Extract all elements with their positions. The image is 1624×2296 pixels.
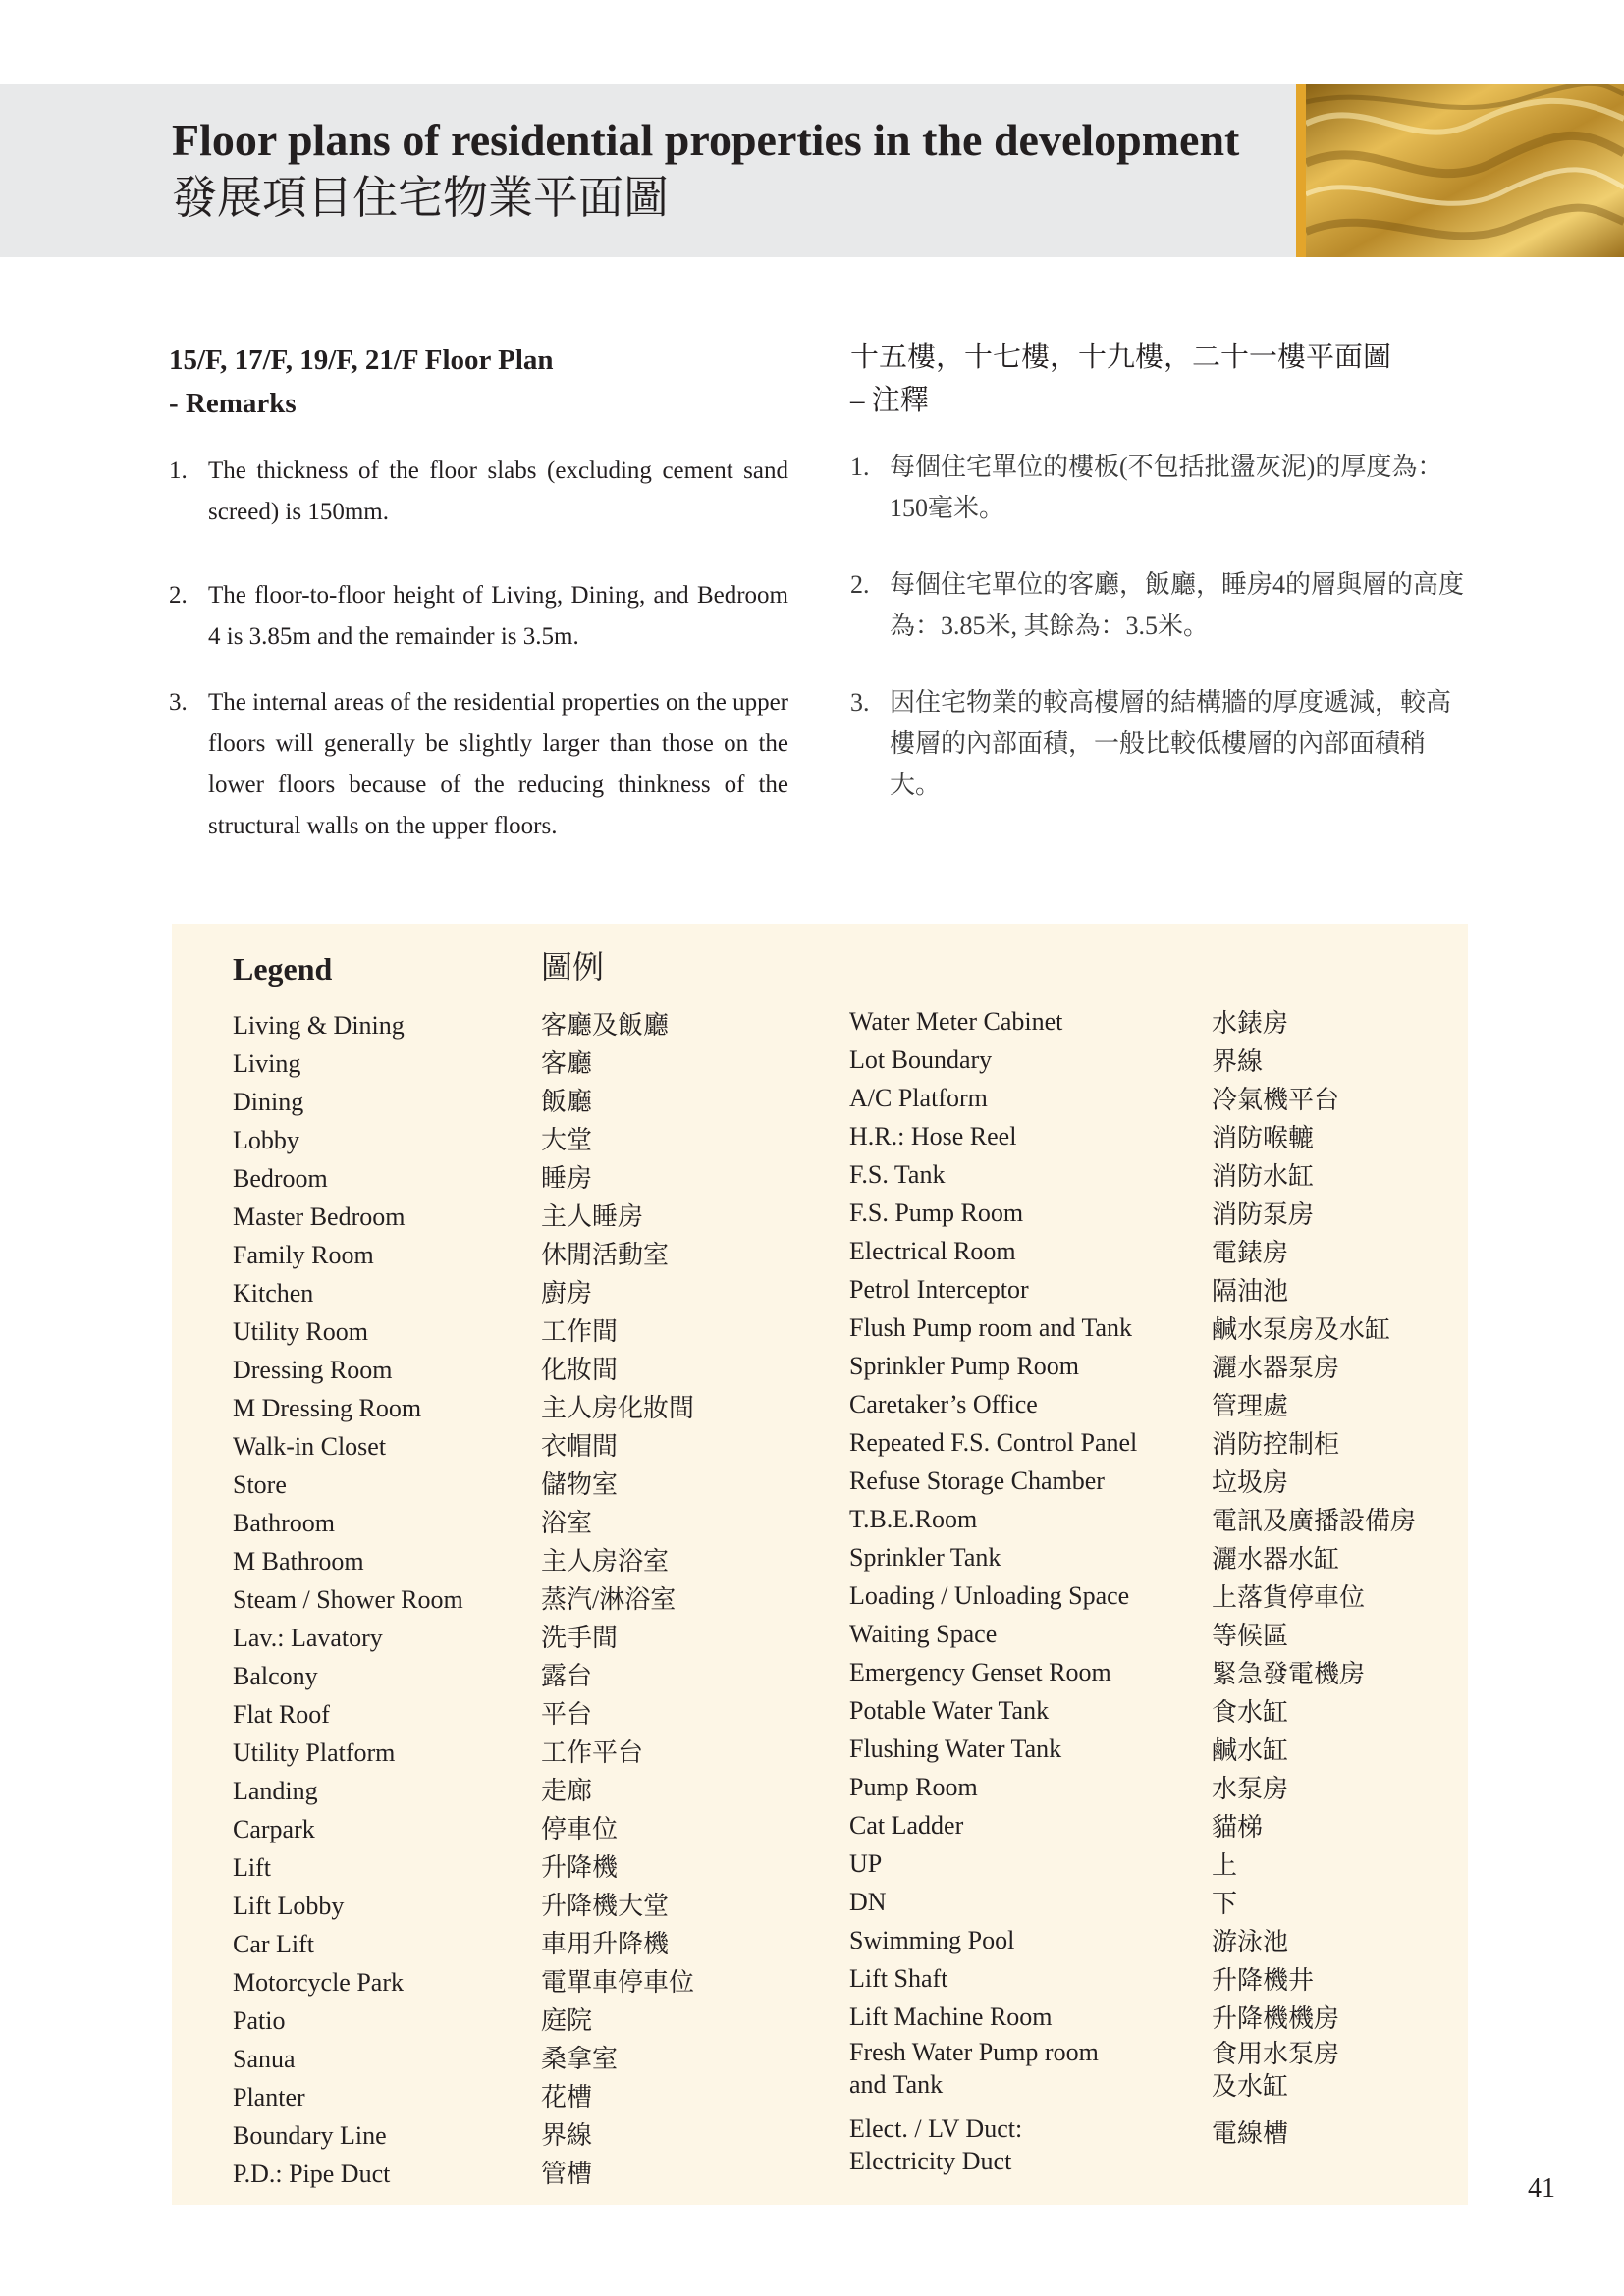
legend-term: Loading / Unloading Space: [849, 1581, 1130, 1610]
legend-term: Family Room: [233, 1241, 374, 1269]
remarks-heading-line1: 15/F, 17/F, 19/F, 21/F Floor Plan: [169, 345, 554, 376]
legend-term-chinese: 主人房浴室: [541, 1547, 670, 1575]
legend-term-chinese: 飯廳: [541, 1088, 593, 1116]
legend-column-right-english: [849, 1002, 1137, 2189]
legend-term: Walk-in Closet: [233, 1432, 387, 1461]
gold-accent-bar: [1296, 84, 1306, 257]
remarks-heading-line2: - Remarks: [169, 388, 297, 419]
legend-term: Lav.: Lavatory: [233, 1624, 383, 1652]
legend-term-chinese: 衣帽間: [541, 1432, 619, 1461]
legend-term-chinese: 露台: [541, 1662, 593, 1690]
legend-term: F.S. Tank: [849, 1160, 946, 1189]
legend-term: Emergency Genset Room: [849, 1658, 1111, 1686]
legend-term: Lobby: [233, 1126, 299, 1154]
remark-number: 3.: [169, 689, 188, 716]
remark-number: 2.: [850, 570, 870, 599]
legend-term-chinese: 鹹水泵房及水缸: [1212, 1315, 1391, 1344]
legend-term-chinese: 工作間: [541, 1317, 619, 1346]
legend-column-left-chinese: [541, 1006, 694, 2193]
legend-column-right-chinese: [1212, 1004, 1416, 2153]
legend-term: Sprinkler Tank: [849, 1543, 1001, 1572]
legend-term: DN: [849, 1888, 887, 1916]
legend-term-chinese: 升降機: [541, 1853, 619, 1882]
legend-panel: [172, 924, 1468, 2205]
legend-term-chinese: 游泳池: [1212, 1928, 1289, 1956]
legend-term-chinese: 管槽: [541, 2160, 593, 2188]
legend-term-chinese: 化妝間: [541, 1356, 619, 1384]
legend-term-chinese: 界線: [541, 2121, 593, 2150]
legend-term-chinese: 隔油池: [1212, 1277, 1289, 1306]
legend-term-chinese: 客廳: [541, 1049, 593, 1078]
legend-term: UP: [849, 1849, 883, 1878]
remark-number: 3.: [850, 688, 870, 717]
remark-text-chinese: 因住宅物業的較高樓層的結構牆的厚度遞減，較高樓層的內部面積，一般比較低樓層的內部面積稍大。: [890, 688, 1452, 799]
remark-number: 2.: [169, 582, 188, 609]
legend-term-chinese: 桑拿室: [541, 2045, 619, 2073]
legend-term-chinese: 平台: [541, 1700, 593, 1729]
legend-term: Flushing Water Tank: [849, 1735, 1062, 1763]
legend-term: Cat Ladder: [849, 1811, 964, 1840]
legend-term: T.B.E.Room: [849, 1505, 978, 1533]
legend-term-chinese: 洗手間: [541, 1624, 619, 1652]
legend-term-chinese: 庭院: [541, 2006, 593, 2035]
legend-term: Petrol Interceptor: [849, 1275, 1029, 1304]
legend-term: Potable Water Tank: [849, 1696, 1050, 1725]
legend-term-chinese: 貓梯: [1212, 1813, 1264, 1842]
legend-term-chinese: 電訊及廣播設備房: [1212, 1507, 1417, 1535]
remarks-heading-chinese-line1: 十五樓，十七樓，十九樓，二十一樓平面圖: [850, 342, 1392, 373]
legend-term-chinese: 食水缸: [1212, 1698, 1289, 1727]
legend-term-chinese: 電單車停車位: [541, 1968, 695, 1997]
legend-term-line2: and Tank: [849, 2070, 944, 2099]
legend-term: F.S. Pump Room: [849, 1199, 1024, 1227]
remarks-list-chinese: [850, 447, 1471, 841]
legend-term: Utility Platform: [233, 1738, 396, 1767]
remarks-heading-chinese: [850, 336, 1391, 422]
legend-heading-chinese: 圖例: [541, 949, 605, 985]
legend-term-chinese: 垃圾房: [1212, 1468, 1289, 1497]
gold-texture-image: [1306, 84, 1624, 257]
legend-term: Dining: [233, 1088, 304, 1116]
legend-term: Refuse Storage Chamber: [849, 1467, 1105, 1495]
legend-term-chinese: 灑水器泵房: [1212, 1354, 1340, 1382]
legend-term: Living & Dining: [233, 1011, 405, 1040]
legend-term-chinese: 消防控制柜: [1212, 1430, 1340, 1459]
legend-term-chinese: 蒸汽/淋浴室: [541, 1585, 677, 1614]
legend-term: Lift: [233, 1853, 271, 1882]
legend-term: Bedroom: [233, 1164, 328, 1193]
legend-term: Electrical Room: [849, 1237, 1016, 1265]
legend-term: Bathroom: [233, 1509, 335, 1537]
legend-term: Flush Pump room and Tank: [849, 1313, 1133, 1342]
legend-term: Waiting Space: [849, 1620, 998, 1648]
legend-term-chinese: 花槽: [541, 2083, 593, 2111]
legend-column-left-english: [233, 1006, 463, 2193]
legend-term: Sanua: [233, 2045, 296, 2073]
legend-term-chinese: 工作平台: [541, 1738, 644, 1767]
legend-term: Water Meter Cabinet: [849, 1007, 1063, 1036]
legend-term-chinese: 廚房: [541, 1279, 593, 1308]
legend-term: Planter: [233, 2083, 305, 2111]
legend-term-chinese: 睡房: [541, 1164, 593, 1193]
legend-term-line1: Fresh Water Pump room: [849, 2038, 1099, 2066]
legend-term: Utility Room: [233, 1317, 368, 1346]
legend-term-chinese: 灑水器水缸: [1212, 1545, 1340, 1574]
legend-term: Pump Room: [849, 1773, 978, 1801]
legend-term-chinese: 停車位: [541, 1815, 619, 1843]
legend-heading: Legend: [233, 951, 333, 987]
legend-term-line1: Elect. / LV Duct:: [849, 2114, 1023, 2143]
legend-term: Patio: [233, 2006, 286, 2035]
page-number: 41: [1528, 2173, 1555, 2204]
legend-term: Flat Roof: [233, 1700, 330, 1729]
page-title: Floor plans of residential properties in the development: [172, 115, 1240, 165]
legend-term-chinese: 冷氣機平台: [1212, 1086, 1340, 1114]
remark-text: The internal areas of the residential properties on the upper floors will generally be slightly larger than those on the lower floors because of the reducing thinkness of the structural walls on the upper floors.: [208, 689, 788, 839]
remark-item: [169, 682, 788, 847]
legend-term-chinese: 消防喉轆: [1212, 1124, 1315, 1152]
legend-term: A/C Platform: [849, 1084, 988, 1112]
remark-number: 1.: [169, 457, 188, 484]
legend-term-chinese: 鹹水缸: [1212, 1736, 1289, 1765]
remark-item: [169, 575, 788, 658]
legend-term: Motorcycle Park: [233, 1968, 405, 1997]
legend-term-chinese: 消防泵房: [1212, 1201, 1315, 1229]
legend-term: Boundary Line: [233, 2121, 387, 2150]
legend-term: Carpark: [233, 1815, 315, 1843]
legend-term-chinese: 主人房化妝間: [541, 1394, 695, 1422]
legend-term: Lift Machine Room: [849, 2002, 1053, 2031]
legend-term: Caretaker’s Office: [849, 1390, 1038, 1418]
legend-term-chinese: 等候區: [1212, 1622, 1289, 1650]
legend-term: Car Lift: [233, 1930, 315, 1958]
legend-term-chinese: 儲物室: [541, 1470, 619, 1499]
legend-term-line2: Electricity Duct: [849, 2147, 1012, 2175]
legend-term: Living: [233, 1049, 301, 1078]
legend-term: [849, 2112, 1137, 2189]
legend-term: Kitchen: [233, 1279, 314, 1308]
legend-term-chinese: 浴室: [541, 1509, 593, 1537]
legend-term-chinese: 水泵房: [1212, 1775, 1289, 1803]
remark-text-chinese: 每個住宅單位的客廳，飯廳，睡房4的層與層的高度為：3.85米, 其餘為：3.5米。: [890, 570, 1465, 640]
remark-number: 1.: [850, 453, 870, 481]
remark-text-chinese: 每個住宅單位的樓板(不包括批盪灰泥)的厚度為：150毫米。: [890, 453, 1443, 522]
legend-term-chinese: 車用升降機: [541, 1930, 670, 1958]
legend-term-chinese: 消防水缸: [1212, 1162, 1315, 1191]
page-title-chinese: 發展項目住宅物業平面圖: [172, 173, 669, 223]
legend-term: Master Bedroom: [233, 1202, 406, 1231]
legend-term-chinese: 上落貨停車位: [1212, 1583, 1366, 1612]
legend-term: Lift Shaft: [849, 1964, 948, 1993]
legend-term-chinese-line2: 及水缸: [1212, 2072, 1289, 2101]
legend-term: Repeated F.S. Control Panel: [849, 1428, 1138, 1457]
remark-item-chinese: [850, 447, 1471, 529]
legend-term-chinese: 休閒活動室: [541, 1241, 670, 1269]
legend-term-chinese: 走廊: [541, 1777, 593, 1805]
legend-term: Swimming Pool: [849, 1926, 1015, 1954]
legend-term: M Bathroom: [233, 1547, 364, 1575]
legend-term: H.R.: Hose Reel: [849, 1122, 1017, 1150]
legend-term-chinese: [1212, 2038, 1416, 2114]
remarks-heading: [169, 339, 554, 425]
legend-term: Landing: [233, 1777, 318, 1805]
remark-item-chinese: [850, 564, 1471, 647]
legend-term-chinese: 水錶房: [1212, 1009, 1289, 1038]
legend-term: Lift Lobby: [233, 1892, 345, 1920]
legend-term-chinese: 下: [1212, 1890, 1238, 1918]
legend-term-chinese: 客廳及飯廳: [541, 1011, 670, 1040]
legend-term: P.D.: Pipe Duct: [233, 2160, 391, 2188]
legend-term: Lot Boundary: [849, 1045, 993, 1074]
legend-term-chinese: 升降機機房: [1212, 2004, 1340, 2033]
legend-term: Steam / Shower Room: [233, 1585, 463, 1614]
remark-text: The thickness of the floor slabs (excluding cement sand screed) is 150mm.: [208, 457, 788, 525]
legend-term-chinese: 升降機井: [1212, 1966, 1315, 1995]
legend-term: Sprinkler Pump Room: [849, 1352, 1080, 1380]
legend-term-chinese: 電錶房: [1212, 1239, 1289, 1267]
legend-term: Store: [233, 1470, 287, 1499]
legend-term-chinese: 緊急發電機房: [1212, 1660, 1366, 1688]
legend-term: Balcony: [233, 1662, 318, 1690]
legend-term: Dressing Room: [233, 1356, 393, 1384]
legend-term-chinese: 主人睡房: [541, 1202, 644, 1231]
remarks-heading-chinese-line2: – 注釋: [850, 385, 929, 416]
legend-term-chinese: 界線: [1212, 1047, 1264, 1076]
legend-term-chinese: 管理處: [1212, 1392, 1289, 1420]
legend-term-chinese-line1: 食用水泵房: [1212, 2040, 1340, 2068]
remark-text: The floor-to-floor height of Living, Dining, and Bedroom 4 is 3.85m and the remainder is 3.5m.: [208, 582, 788, 650]
remarks-list: [169, 451, 788, 889]
legend-term-chinese: 升降機大堂: [541, 1892, 670, 1920]
remark-item-chinese: [850, 682, 1471, 806]
remark-item: [169, 451, 788, 533]
legend-term-chinese: 上: [1212, 1851, 1238, 1880]
legend-term: [849, 2036, 1137, 2112]
legend-term: M Dressing Room: [233, 1394, 422, 1422]
legend-term-chinese: 大堂: [541, 1126, 593, 1154]
legend-term-chinese: 電線槽: [1212, 2119, 1289, 2148]
